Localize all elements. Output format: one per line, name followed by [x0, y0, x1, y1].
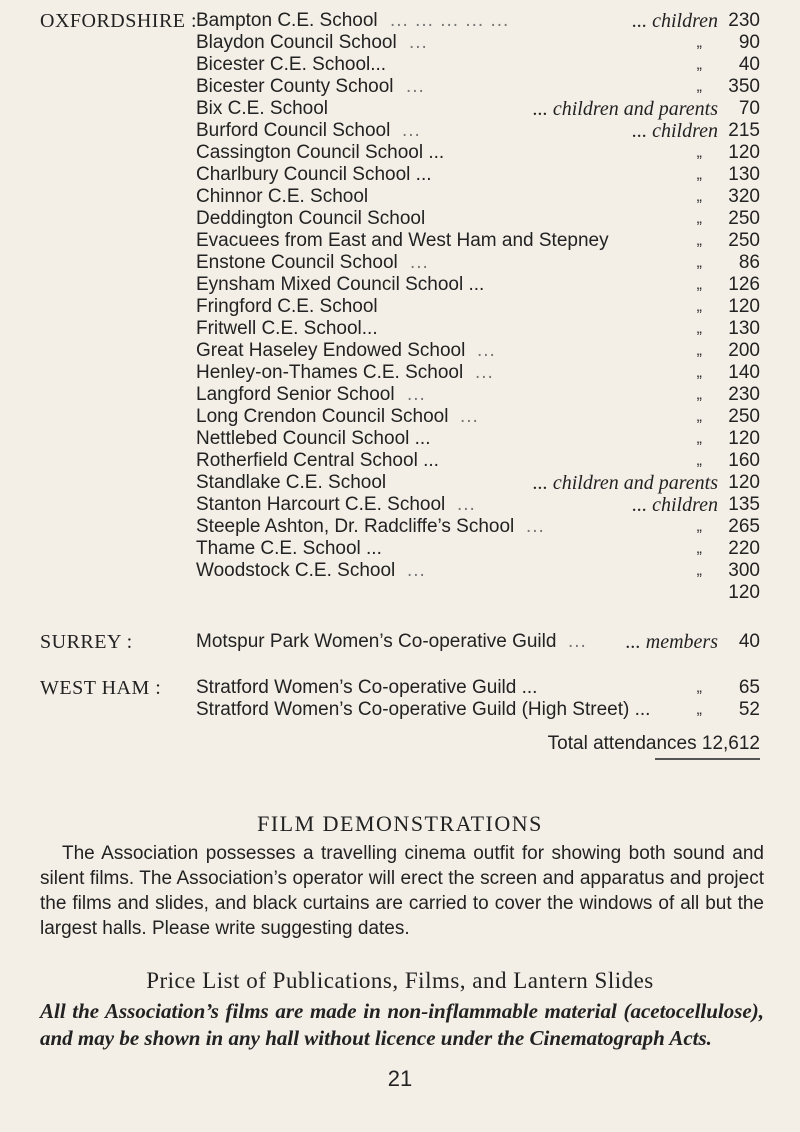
price-list-heading: Price List of Publications, Films, and Lantern Slides — [146, 968, 654, 993]
entry-value: 130 — [728, 318, 760, 339]
entry-unit: ... children — [632, 120, 718, 142]
list-item — [196, 384, 760, 406]
leader-dots: ... — [568, 631, 587, 652]
list-item — [196, 98, 760, 120]
ditto-mark: „ — [696, 254, 702, 271]
entry-value: 250 — [728, 406, 760, 427]
leader-dots: ... — [526, 516, 545, 537]
entry-unit: ... children — [632, 10, 718, 32]
entry-value: 160 — [728, 450, 760, 471]
entry-value: 130 — [728, 164, 760, 185]
entry-name: Bicester County School — [196, 76, 394, 97]
entry-name: Rotherfield Central School ... — [196, 450, 439, 471]
entry-value: 250 — [728, 208, 760, 229]
leader-dots: ... — [409, 32, 428, 53]
total-row — [196, 733, 760, 755]
entry-value: 52 — [738, 699, 760, 720]
entry-name: Stanton Harcourt C.E. School — [196, 494, 446, 515]
entry-value: 120 — [728, 428, 760, 449]
ditto-mark: „ — [696, 276, 702, 293]
entry-name: Fritwell C.E. School... — [196, 318, 378, 339]
ditto-mark: „ — [696, 166, 702, 183]
county-oxfordshire: OXFORDSHIRE : — [40, 10, 198, 32]
leader-dots: ... — [407, 560, 426, 581]
county-surrey: SURREY : — [40, 631, 133, 653]
entry-name: Eynsham Mixed Council School ... — [196, 274, 485, 295]
entry-unit: ... children and parents — [532, 472, 718, 494]
list-item — [196, 677, 760, 699]
entry-unit: ... children and parents — [532, 98, 718, 120]
entry-name: Enstone Council School — [196, 252, 398, 273]
ditto-mark: „ — [696, 386, 702, 403]
entry-value: 120 — [728, 142, 760, 163]
entry-unit: ... children — [632, 494, 718, 516]
list-item — [196, 32, 760, 54]
leader-dots: ... ... ... ... ... — [390, 10, 510, 31]
list-item — [196, 340, 760, 362]
leader-dots: ... — [477, 340, 496, 361]
page-number: 21 — [387, 1066, 413, 1091]
entry-name: Chinnor C.E. School — [196, 186, 369, 207]
list-item — [196, 230, 760, 252]
leader-dots: ... — [407, 384, 426, 405]
ditto-mark: „ — [696, 364, 702, 381]
entry-value: 120 — [728, 582, 760, 603]
list-item — [196, 428, 760, 450]
entry-unit: ... members — [625, 631, 718, 653]
entry-name: Steeple Ashton, Dr. Radcliffe’s School — [196, 516, 515, 537]
ditto-mark: „ — [696, 34, 702, 51]
entry-value: 230 — [728, 384, 760, 405]
entry-value: 230 — [728, 10, 760, 31]
entry-value: 126 — [728, 274, 760, 295]
leader-dots: ... — [410, 252, 429, 273]
entry-name: Great Haseley Endowed School — [196, 340, 466, 361]
list-item — [196, 582, 760, 604]
list-item — [196, 631, 760, 653]
entry-name: Motspur Park Women’s Co-operative Guild — [196, 631, 557, 652]
entry-value: 250 — [728, 230, 760, 251]
list-item — [196, 699, 760, 721]
entry-value: 220 — [728, 538, 760, 559]
entry-value: 135 — [728, 494, 760, 515]
ditto-mark: „ — [696, 679, 702, 696]
ditto-mark: „ — [696, 144, 702, 161]
ditto-mark: „ — [696, 562, 702, 579]
county-west-ham: WEST HAM : — [40, 677, 162, 699]
entry-name: Woodstock C.E. School — [196, 560, 396, 581]
list-item — [196, 472, 760, 494]
entry-name: Thame C.E. School ... — [196, 538, 382, 559]
list-item — [196, 538, 760, 560]
ditto-mark: „ — [696, 298, 702, 315]
ditto-mark: „ — [696, 210, 702, 227]
list-item — [196, 494, 760, 516]
entry-value: 90 — [738, 32, 760, 53]
ditto-mark: „ — [696, 342, 702, 359]
entry-value: 350 — [728, 76, 760, 97]
leader-dots: ... — [457, 494, 476, 515]
entry-value: 86 — [738, 252, 760, 273]
entry-value: 120 — [728, 296, 760, 317]
entry-name: Charlbury Council School ... — [196, 164, 432, 185]
total-underline — [655, 758, 760, 760]
entry-value: 40 — [738, 54, 760, 75]
entry-value: 215 — [728, 120, 760, 141]
entry-name: Henley-on-Thames C.E. School — [196, 362, 464, 383]
list-item — [196, 560, 760, 582]
entry-name: Blaydon Council School — [196, 32, 397, 53]
ditto-mark: „ — [696, 320, 702, 337]
entry-name: Long Crendon Council School — [196, 406, 449, 427]
entry-name: Nettlebed Council School ... — [196, 428, 431, 449]
list-item — [196, 450, 760, 472]
total-attendances: Total attendances 12,612 — [547, 733, 760, 754]
list-item — [196, 252, 760, 274]
entry-name: Bampton C.E. School — [196, 10, 378, 31]
entry-name: Stratford Women’s Co-operative Guild ... — [196, 677, 538, 698]
price-list-text: All the Association’s films are made in non-inflammable material (acetocellulose), and may be shown in any hall without licence under the Cinematograph Acts. — [40, 999, 764, 1050]
entry-name: Stratford Women’s Co-operative Guild (High Street) ... — [196, 699, 651, 720]
ditto-mark: „ — [696, 78, 702, 95]
entry-value: 265 — [728, 516, 760, 537]
ditto-mark: „ — [696, 452, 702, 469]
leader-dots: ... — [406, 76, 425, 97]
entry-name: Langford Senior School — [196, 384, 395, 405]
entry-value: 320 — [728, 186, 760, 207]
ditto-mark: „ — [696, 540, 702, 557]
list-item — [196, 142, 760, 164]
entry-value: 140 — [728, 362, 760, 383]
list-item — [196, 406, 760, 428]
list-item — [196, 296, 760, 318]
ditto-mark: „ — [696, 56, 702, 73]
leader-dots: ... — [475, 362, 494, 383]
entry-name: Deddington Council School — [196, 208, 426, 229]
list-item — [196, 318, 760, 340]
entry-name: Burford Council School — [196, 120, 391, 141]
list-item — [196, 516, 760, 538]
entry-name: Bix C.E. School — [196, 98, 328, 119]
entry-name: Evacuees from East and West Ham and Stepney — [196, 230, 609, 251]
list-item — [196, 10, 760, 32]
film-demonstrations-heading: FILM DEMONSTRATIONS — [257, 811, 543, 836]
list-item — [196, 164, 760, 186]
list-item — [196, 76, 760, 98]
ditto-mark: „ — [696, 408, 702, 425]
film-demonstrations-text: The Association possesses a travelling cinema outfit for showing both sound and silent films. The Association’s operator will erect the screen and apparatus and project the films and slides, and black curtains are carried to cover the windows of all but the largest halls. Please write suggesting dates. — [40, 843, 764, 939]
entry-value: 65 — [738, 677, 760, 698]
ditto-mark: „ — [696, 518, 702, 535]
list-item — [196, 208, 760, 230]
entry-value: 200 — [728, 340, 760, 361]
entry-value: 70 — [738, 98, 760, 119]
leader-dots: ... — [460, 406, 479, 427]
list-item — [196, 186, 760, 208]
entry-value: 300 — [728, 560, 760, 581]
list-item — [196, 120, 760, 142]
ditto-mark: „ — [696, 701, 702, 718]
leader-dots: ... — [402, 120, 421, 141]
entry-value: 40 — [738, 631, 760, 652]
list-item — [196, 274, 760, 296]
entry-name: Cassington Council School ... — [196, 142, 445, 163]
entry-value: 120 — [728, 472, 760, 493]
ditto-mark: „ — [696, 188, 702, 205]
entry-name: Fringford C.E. School — [196, 296, 378, 317]
list-item — [196, 362, 760, 384]
entry-name: Standlake C.E. School — [196, 472, 387, 493]
entry-name: Bicester C.E. School... — [196, 54, 387, 75]
ditto-mark: „ — [696, 232, 702, 249]
list-item — [196, 54, 760, 76]
ditto-mark: „ — [696, 430, 702, 447]
